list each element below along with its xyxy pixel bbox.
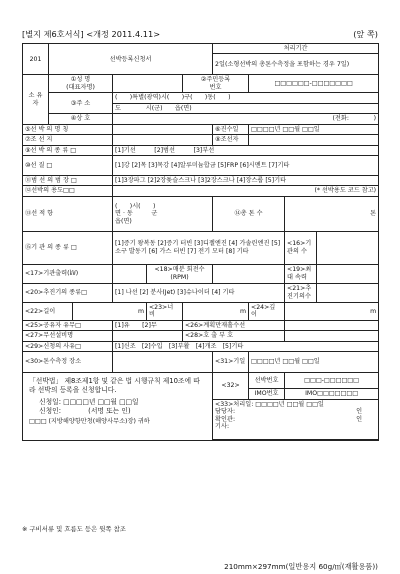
engine-type-label: ⑮기 관 의 종 류 □ <box>23 231 113 264</box>
shipyard-place-label: ⑦조 선 지 <box>23 135 113 145</box>
recipient-line: □□□ (지방해양항만청(해양사무소)장) 귀하 <box>29 417 150 425</box>
form-reference: [별지 제6호서식] <개정 2011.4.11> <box>22 29 161 39</box>
owner-rrn-label: ②주민등록 번호 <box>183 75 249 93</box>
footnote: ※ 구비서류 및 흐름도 등은 뒷쪽 참조 <box>22 525 126 533</box>
depth-unit: m <box>370 307 377 315</box>
launch-date-field[interactable]: □□□□년 □□월 □□일 <box>249 124 379 134</box>
owner-rrn-field[interactable]: □□□□□□-□□□□□□□ <box>249 75 379 93</box>
propeller-type-label: <20>추진기의 종류□ <box>23 283 113 302</box>
port-line3: 읍(면) <box>115 217 132 225</box>
measurement-place-field[interactable] <box>113 352 213 373</box>
processed-date[interactable]: <33>처리일: □□□□년 □□월 □□일 <box>215 401 324 408</box>
engine-count-field[interactable] <box>317 231 379 264</box>
ship-type-label: ⑨선 박 의 종 류 □ <box>23 145 113 155</box>
ship-name-field[interactable] <box>113 124 213 134</box>
measurement-date-field[interactable]: □□□□년 □□월 □□일 <box>249 352 379 373</box>
application-reason-label: <29>신청의 사유□ <box>23 341 113 351</box>
processing-period-value: 2일(소형선박의 총톤수측정을 포함하는 경우 7일) <box>213 54 379 75</box>
ship-purpose-note[interactable]: (* 선박용도 코드 참고) <box>113 186 379 196</box>
shipbuilder-label: ⑧조선자 <box>213 135 249 145</box>
imo-number-label: IMO번호 <box>249 389 285 400</box>
max-speed-field[interactable] <box>317 264 379 283</box>
port-line2: 면 · 동 군 <box>115 210 158 218</box>
clerk-row <box>215 408 376 415</box>
declaration-block <box>23 373 213 441</box>
form-number: 201 <box>23 44 49 75</box>
co-owner-options[interactable]: [1]유 [2]무 <box>113 320 183 330</box>
owner-address-label: ③주 소 <box>49 93 113 114</box>
application-date[interactable]: 신청일: □□□□년 □□월 □□일 <box>39 398 139 407</box>
gross-tonnage-unit: 톤 <box>370 210 377 218</box>
load-line-field[interactable] <box>285 320 379 330</box>
owner-name-field[interactable] <box>113 75 183 93</box>
confirmer-stamp[interactable]: 인 <box>356 415 363 423</box>
clerk-stamp[interactable]: 인 <box>356 408 363 416</box>
engine-rpm-field[interactable] <box>213 264 285 283</box>
application-reason-options[interactable]: [1]신조 [2]수입 [3]부활 [4]개조 [5]기타 <box>113 341 379 351</box>
sail-rig-label: ⑪범 선 의 범 장 □ <box>23 175 113 185</box>
propeller-count-field[interactable] <box>317 283 379 302</box>
form-title: 선박등록신청서 <box>49 44 213 75</box>
port-of-registry-label: ⑬선 적 항 <box>23 196 113 231</box>
phone-field[interactable]: (전화: ) <box>113 114 379 124</box>
breadth-unit: m <box>240 307 247 315</box>
launch-date-label: ⑥진수일 <box>213 124 249 134</box>
ship-type-options[interactable]: [1]기선 [2]범선 [3]부선 <box>113 145 379 155</box>
hull-material-options[interactable]: [1]강 [2]목 [3]목강 [4]알루미늄합금 [5]FRP [6]시멘트 [7]기타 <box>113 155 379 175</box>
business-name-label: ④상 호 <box>49 114 113 124</box>
shipyard-place-field[interactable] <box>113 135 213 145</box>
length-field[interactable] <box>73 302 147 320</box>
gross-tonnage-field[interactable] <box>285 196 379 231</box>
paper-spec: 210mm×297mm(일반용지 60g/㎡(재활용품)) <box>224 562 378 571</box>
load-line-label: <26>계획만재흘수선 <box>183 320 285 330</box>
shipbuilder-field[interactable] <box>249 135 379 145</box>
page-side: (앞 쪽) <box>353 29 378 39</box>
engine-power-label: <17>기관출력(㎾) <box>23 264 113 283</box>
engine-power-field[interactable] <box>113 264 147 283</box>
owner-name-label: ①성 명 (대표자명) <box>49 75 113 93</box>
ship-purpose-label: ⑫선박의 용도□□ <box>23 186 113 196</box>
engine-type-options[interactable]: [1]증기 왕복동 [2]증기 터빈 [3]디젤엔진 [4] 가솔린엔진 [5] 소구 발동기 [6] 가스 터빈 [7] 전기 모터 [8] 기타 <box>113 231 285 264</box>
call-sign-label: <28>호 출 부 호 <box>183 331 285 341</box>
max-speed-label: <19>최대 속력 <box>285 264 317 283</box>
hull-material-label: ⑩선 질 □ <box>23 155 113 175</box>
declaration-text: 「선박법」 제8조제1항 및 같은 법 시행규칙 제10조에 따라 선박의 등록을 신청합니다. <box>29 377 200 395</box>
ship-number-field[interactable]: □□□-□□□□□□ <box>285 373 379 389</box>
measurement-date-label: <31>기일 <box>213 352 249 373</box>
propeller-count-label: <21>추진기의수 <box>285 283 317 302</box>
engine-rpm-label: <18>매분 회전수(RPM) <box>147 264 213 283</box>
radio-equipment-field[interactable] <box>113 331 183 341</box>
propeller-type-options[interactable]: [1] 나선 [2] 분사(Jet) [3]슈나이더 [4] 기타 <box>113 283 285 302</box>
measurement-place-label: <30>톤수측정 장소 <box>23 352 113 373</box>
length-unit: m <box>137 307 144 315</box>
processing-block <box>213 400 379 440</box>
depth-label: <24>깊 이 <box>249 302 285 320</box>
co-owner-label: <25>공유자 유무□ <box>23 320 113 330</box>
owner-address-line2[interactable]: 도 시(군) 읍(면) <box>113 103 379 113</box>
gross-tonnage-label: ⑭총 톤 수 <box>213 196 285 231</box>
port-line1: ( )시( ) <box>115 202 156 210</box>
owner-group-label: 소 유 자 <box>23 75 49 124</box>
confirmer-row <box>215 416 376 423</box>
remarks-label: 기사: <box>215 423 230 431</box>
ship-name-label: ⑤선 박 의 명 칭 <box>23 124 113 134</box>
port-of-registry-field[interactable] <box>113 196 213 231</box>
seal-label: <32> <box>213 373 249 400</box>
processing-period-label: 처리기간 <box>213 44 379 54</box>
engine-count-label: <16>기관의 수 <box>285 231 317 264</box>
breadth-field[interactable] <box>183 302 249 320</box>
call-sign-field[interactable] <box>285 331 379 341</box>
ship-number-label: 선박번호 <box>249 373 285 389</box>
imo-number-field[interactable]: IMO□□□□□□□ <box>285 389 379 400</box>
length-label: <22>길이 <box>23 302 73 320</box>
confirmer-label: 확인관: <box>215 415 236 423</box>
owner-address-line1[interactable]: ( )특별(광역)시( )구( )동( ) <box>113 93 379 103</box>
radio-equipment-label: <27>무선설비명 <box>23 331 113 341</box>
breadth-label: <23>너 비 <box>147 302 183 320</box>
clerk-label: 담당자: <box>215 408 236 416</box>
sail-rig-options[interactable]: [1]3장파그 [2]2장돛슬스크나 [3]2장스크나 [4]장스룹 [5]기타 <box>113 175 379 185</box>
depth-field[interactable] <box>285 302 379 320</box>
registration-form-table <box>22 43 379 441</box>
applicant-signature[interactable]: 신청인: (서명 또는 인) <box>39 406 131 415</box>
